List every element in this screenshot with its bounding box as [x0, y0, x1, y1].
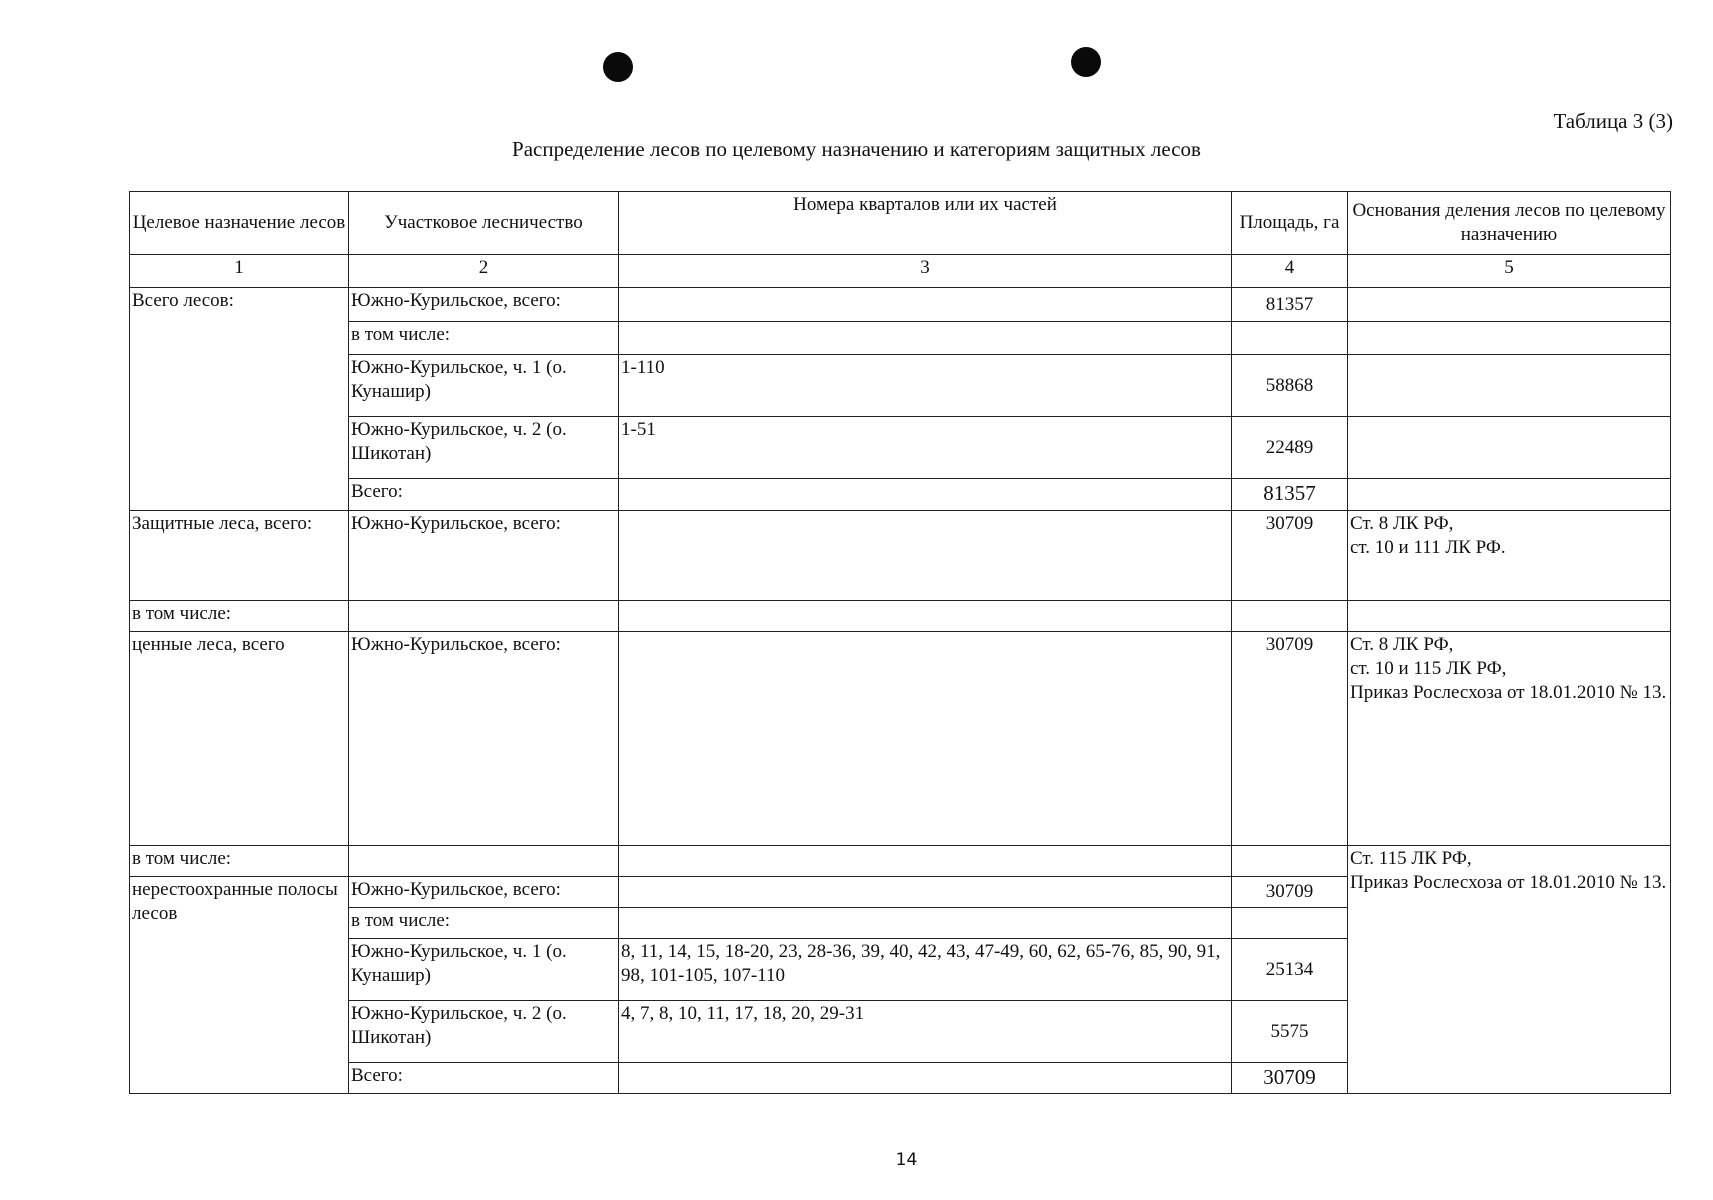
area-cell: 58868 [1232, 355, 1348, 417]
column-number: 2 [349, 255, 619, 288]
basis-line: Ст. 115 ЛК РФ, [1350, 848, 1472, 869]
area-cell: 81357 [1232, 288, 1348, 322]
forestry-cell: Южно-Курильское, ч. 1 (о. Кунашир) [349, 355, 619, 417]
page-number: 14 [895, 1150, 918, 1170]
area-cell [1232, 322, 1348, 355]
quarters-cell [619, 877, 1232, 908]
area-cell: 30709 [1232, 511, 1348, 601]
forestry-cell: Южно-Курильское, всего: [349, 632, 619, 846]
basis-line: Приказ Рослесхоза от 18.01.2010 № 13. [1350, 681, 1667, 703]
quarters-cell [619, 479, 1232, 511]
table-row [130, 322, 1671, 355]
forestry-cell: Южно-Курильское, всего: [349, 511, 619, 601]
quarters-cell: 8, 11, 14, 15, 18-20, 23, 28-36, 39, 40, 42, 43, 47-49, 60, 62, 65-76, 85, 90, 91, 98, 101-105, 107-110 [619, 939, 1232, 1001]
quarters-cell [619, 322, 1232, 355]
forest-distribution-table [129, 191, 1671, 1094]
table-row [130, 417, 1671, 479]
area-cell [1232, 846, 1348, 877]
forestry-total-label: Всего: [349, 1063, 619, 1094]
quarters-cell [619, 632, 1232, 846]
quarters-cell [619, 288, 1232, 322]
table-row [130, 846, 1671, 877]
quarters-cell [619, 1063, 1232, 1094]
quarters-cell [619, 908, 1232, 939]
quarters-cell [619, 511, 1232, 601]
quarters-cell: 1-110 [619, 355, 1232, 417]
basis-line: ст. 10 и 111 ЛК РФ. [1350, 536, 1506, 558]
forestry-cell: в том числе: [349, 908, 619, 939]
area-cell [1232, 908, 1348, 939]
basis-cell [1348, 632, 1671, 846]
basis-cell [1348, 355, 1671, 417]
table-row [130, 511, 1671, 601]
table-row [130, 355, 1671, 417]
forestry-cell: Южно-Курильское, всего: [349, 288, 619, 322]
table-label: Таблица 3 (3) [1553, 109, 1673, 133]
purpose-cell: в том числе: [130, 601, 349, 632]
forestry-cell: Южно-Курильское, ч. 2 (о. Шикотан) [349, 1001, 619, 1063]
basis-line: ст. 10 и 115 ЛК РФ, [1350, 657, 1507, 679]
area-cell: 30709 [1232, 877, 1348, 908]
binder-hole-right [1071, 47, 1101, 77]
purpose-cell: ценные леса, всего [130, 632, 349, 846]
quarters-cell [619, 601, 1232, 632]
basis-cell [1348, 322, 1671, 355]
header-area: Площадь, га [1232, 192, 1348, 255]
forestry-cell: Южно-Курильское, ч. 2 (о. Шикотан) [349, 417, 619, 479]
area-cell: 5575 [1232, 1001, 1348, 1063]
basis-cell [1348, 846, 1671, 1094]
column-number: 5 [1348, 255, 1671, 288]
basis-cell [1348, 288, 1671, 322]
forestry-cell [349, 601, 619, 632]
purpose-cell: в том числе: [130, 846, 349, 877]
column-number: 1 [130, 255, 349, 288]
quarters-cell [619, 846, 1232, 877]
header-forestry: Участковое лесничество [349, 192, 619, 255]
area-cell [1232, 601, 1348, 632]
total-row [130, 479, 1671, 511]
basis-cell [1348, 601, 1671, 632]
quarters-cell: 1-51 [619, 417, 1232, 479]
basis-cell [1348, 479, 1671, 511]
quarters-cell: 4, 7, 8, 10, 11, 17, 18, 20, 29-31 [619, 1001, 1232, 1063]
column-number: 4 [1232, 255, 1348, 288]
basis-cell [1348, 417, 1671, 479]
purpose-cell: нерестоохранные полосы лесов [130, 877, 349, 1094]
binder-hole-left [603, 52, 633, 82]
header-basis: Основания деления лесов по целевому назначению [1348, 192, 1671, 255]
header-quarters: Номера кварталов или их частей [619, 192, 1232, 255]
forestry-cell [349, 846, 619, 877]
forestry-cell: в том числе: [349, 322, 619, 355]
area-cell: 25134 [1232, 939, 1348, 1001]
forestry-cell: Южно-Курильское, ч. 1 (о. Кунашир) [349, 939, 619, 1001]
area-total: 30709 [1232, 1063, 1348, 1094]
column-number-row [130, 255, 1671, 288]
document-title: Распределение лесов по целевому назначению и категориям защитных лесов [512, 137, 1201, 161]
purpose-cell: Всего лесов: [130, 288, 349, 511]
area-cell: 30709 [1232, 632, 1348, 846]
purpose-cell: Защитные леса, всего: [130, 511, 349, 601]
basis-line: Ст. 8 ЛК РФ, [1350, 634, 1454, 655]
forestry-cell: Южно-Курильское, всего: [349, 877, 619, 908]
area-total: 81357 [1232, 479, 1348, 511]
header-row [130, 192, 1671, 255]
basis-line: Ст. 8 ЛК РФ, [1350, 513, 1454, 534]
table-row [130, 288, 1671, 322]
column-number: 3 [619, 255, 1232, 288]
table-row [130, 632, 1671, 846]
basis-line: Приказ Рослесхоза от 18.01.2010 № 13. [1350, 871, 1667, 893]
table-row [130, 601, 1671, 632]
area-cell: 22489 [1232, 417, 1348, 479]
header-purpose: Целевое назначение лесов [130, 192, 349, 255]
basis-cell [1348, 511, 1671, 601]
forestry-total-label: Всего: [349, 479, 619, 511]
